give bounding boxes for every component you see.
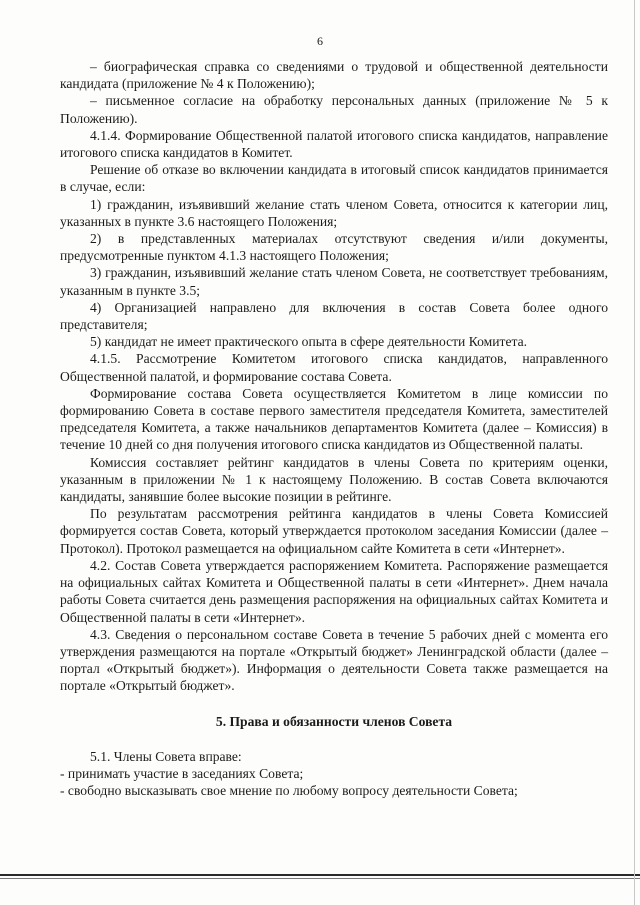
scan-edge-line <box>0 874 640 876</box>
list-item: - принимать участие в заседаниях Совета; <box>60 765 304 781</box>
section-heading: 5. Права и обязанности членов Совета <box>215 713 453 729</box>
document-body <box>60 58 608 799</box>
paragraph: 4.1.4. Формирование Общественной палатой итогового списка кандидатов, направление итогового списка кандидатов в Комитет. <box>60 127 608 161</box>
list-item: 3) гражданин, изъявивший желание стать членом Совета, не соответствует требованиям, указанным в пункте 3.5; <box>60 265 608 298</box>
list-item: - свободно высказывать свое мнение по любому вопросу деятельности Совета; <box>60 783 518 799</box>
paragraph: – биографическая справка со сведениями о трудовой и общественной деятельности кандидата (приложение № 4 к Положению); <box>60 59 608 92</box>
scan-edge-line <box>0 878 640 879</box>
page-number: 6 <box>317 34 323 48</box>
paragraph: Формирование состава Совета осуществляется Комитетом в лице комиссии по формированию Совета в составе первого заместителя председателя Комитета, заместителей председателя Комитета, а также начальников департаментов Комитета (далее – Комиссия) в течение 10 дней со дня получения итогового списка кандидатов из Общественной палаты. <box>60 385 608 453</box>
list-item: 5) кандидат не имеет практического опыта в сфере деятельности Комитета. <box>90 334 528 350</box>
scan-edge-line <box>634 0 635 905</box>
paragraph: – письменное согласие на обработку персональных данных (приложение № 5 к Положению). <box>60 93 608 126</box>
list-item: 2) в представленных материалах отсутствуют сведения и/или документы, предусмотренные пунктом 4.1.3 настоящего Положения; <box>60 231 608 264</box>
list-item: 1) гражданин, изъявивший желание стать членом Совета, относится к категории лиц, указанных в пункте 3.6 настоящего Положения; <box>60 196 608 229</box>
paragraph: Решение об отказе во включении кандидата в итоговый список кандидатов принимается в случае, если: <box>60 162 608 195</box>
paragraph: 4.3. Сведения о персональном составе Совета в течение 5 рабочих дней с момента его утверждения размещаются на портале «Открытый бюджет» Ленинградской области (далее – портал «Открытый бюджет»). Информация о деятельности Совета также размещается на портале «Открытый бюджет». <box>60 626 608 694</box>
paragraph: По результатам рассмотрения рейтинга кандидатов в члены Совета Комиссией формируется состав Совета, который утверждается протоколом заседания Комиссии (далее – Протокол). Протокол размещается на официальном сайте Комитета в сети «Интернет». <box>60 506 608 556</box>
paragraph: 5.1. Члены Совета вправе: <box>90 748 242 764</box>
list-item: 4) Организацией направлено для включения в состав Совета более одного представителя; <box>60 299 608 333</box>
paragraph: 4.1.5. Рассмотрение Комитетом итогового списка кандидатов, направленного Общественной палатой, и формирование состава Совета. <box>60 351 608 384</box>
paragraph: 4.2. Состав Совета утверждается распоряжением Комитета. Распоряжение размещается на официальных сайтах Комитета и Общественной палаты в сети «Интернет». Днем начала работы Совета считается день размещения распоряжения на официальных сайтах Комитета и Общественной палаты в сети «Интернет». <box>60 557 608 625</box>
paragraph: Комиссия составляет рейтинг кандидатов в члены Совета по критериям оценки, указанным в приложении № 1 к настоящему Положению. В состав Совета включаются кандидаты, занявшие более высокие позиции в рейтинге. <box>60 454 608 505</box>
